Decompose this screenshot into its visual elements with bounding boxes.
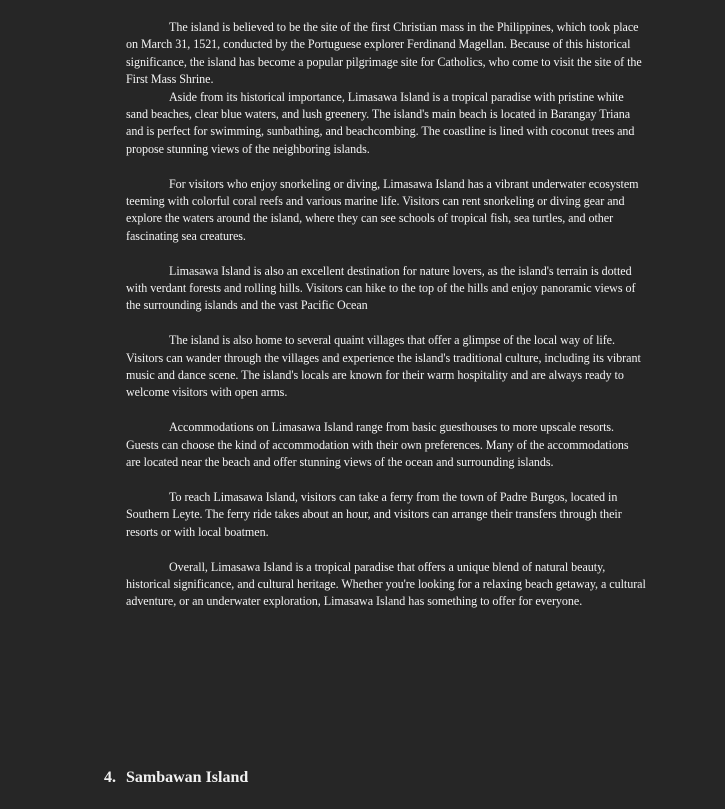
- paragraph-accommodations: Accommodations on Limasawa Island range from basic guesthouses to more upscale resorts. Guests can choose the kind of accommodation with their own preferences. Many of the accommodations are located near the beach and offer stunning views of the ocean and surrounding islands.: [126, 420, 629, 470]
- section-heading: [104, 767, 248, 789]
- paragraph-first-mass: The island is believed to be the site of the first Christian mass in the Philippines, which took place on March 31, 1521, conducted by the Portuguese explorer Ferdinand Magellan. Because of this historical significance, the island has become a popular pilgrimage site for Catholics, who come to visit the site of the First Mass Shrine.: [126, 20, 642, 87]
- paragraph-beaches: Aside from its historical importance, Limasawa Island is a tropical paradise with pristine white sand beaches, clear blue waters, and lush greenery. The island's main beach is located in Barangay Triana and is perfect for swimming, sunbathing, and beachcombing. The coastline is lined with coconut trees and propose stunning views of the neighboring islands.: [126, 89, 635, 156]
- paragraph-snorkeling: For visitors who enjoy snorkeling or diving, Limasawa Island has a vibrant underwater ecosystem teeming with colorful coral reefs and various marine life. Visitors can rent snorkeling or diving gear and explore the waters around the island, where they can see schools of tropical fish, sea turtles, and other fascinating sea creatures.: [126, 176, 639, 243]
- section-number: 4.: [104, 769, 116, 786]
- paragraph-villages: The island is also home to several quaint villages that offer a glimpse of the local way of life. Visitors can wander through the villages and experience the island's traditional culture, including its vibrant music and dance scene. The island's locals are known for their warm hospitality and are always ready to welcome visitors with open arms.: [126, 333, 641, 400]
- paragraph-nature: Limasawa Island is also an excellent destination for nature lovers, as the island's terrain is dotted with verdant forests and rolling hills. Visitors can hike to the top of the hills and enjoy panoramic views of the surrounding islands and the vast Pacific Ocean: [126, 263, 636, 313]
- paragraph-getting-there: To reach Limasawa Island, visitors can take a ferry from the town of Padre Burgos, located in Southern Leyte. The ferry ride takes about an hour, and visitors can arrange their transfers through their resorts or with local boatmen.: [126, 489, 622, 539]
- paragraph-overall: Overall, Limasawa Island is a tropical paradise that offers a unique blend of natural beauty, historical significance, and cultural heritage. Whether you're looking for a relaxing beach getaway, a cultural adventure, or an underwater exploration, Limasawa Island has something to offer for everyone.: [126, 559, 646, 609]
- document-body: [126, 19, 646, 611]
- section-title: Sambawan Island: [126, 769, 249, 786]
